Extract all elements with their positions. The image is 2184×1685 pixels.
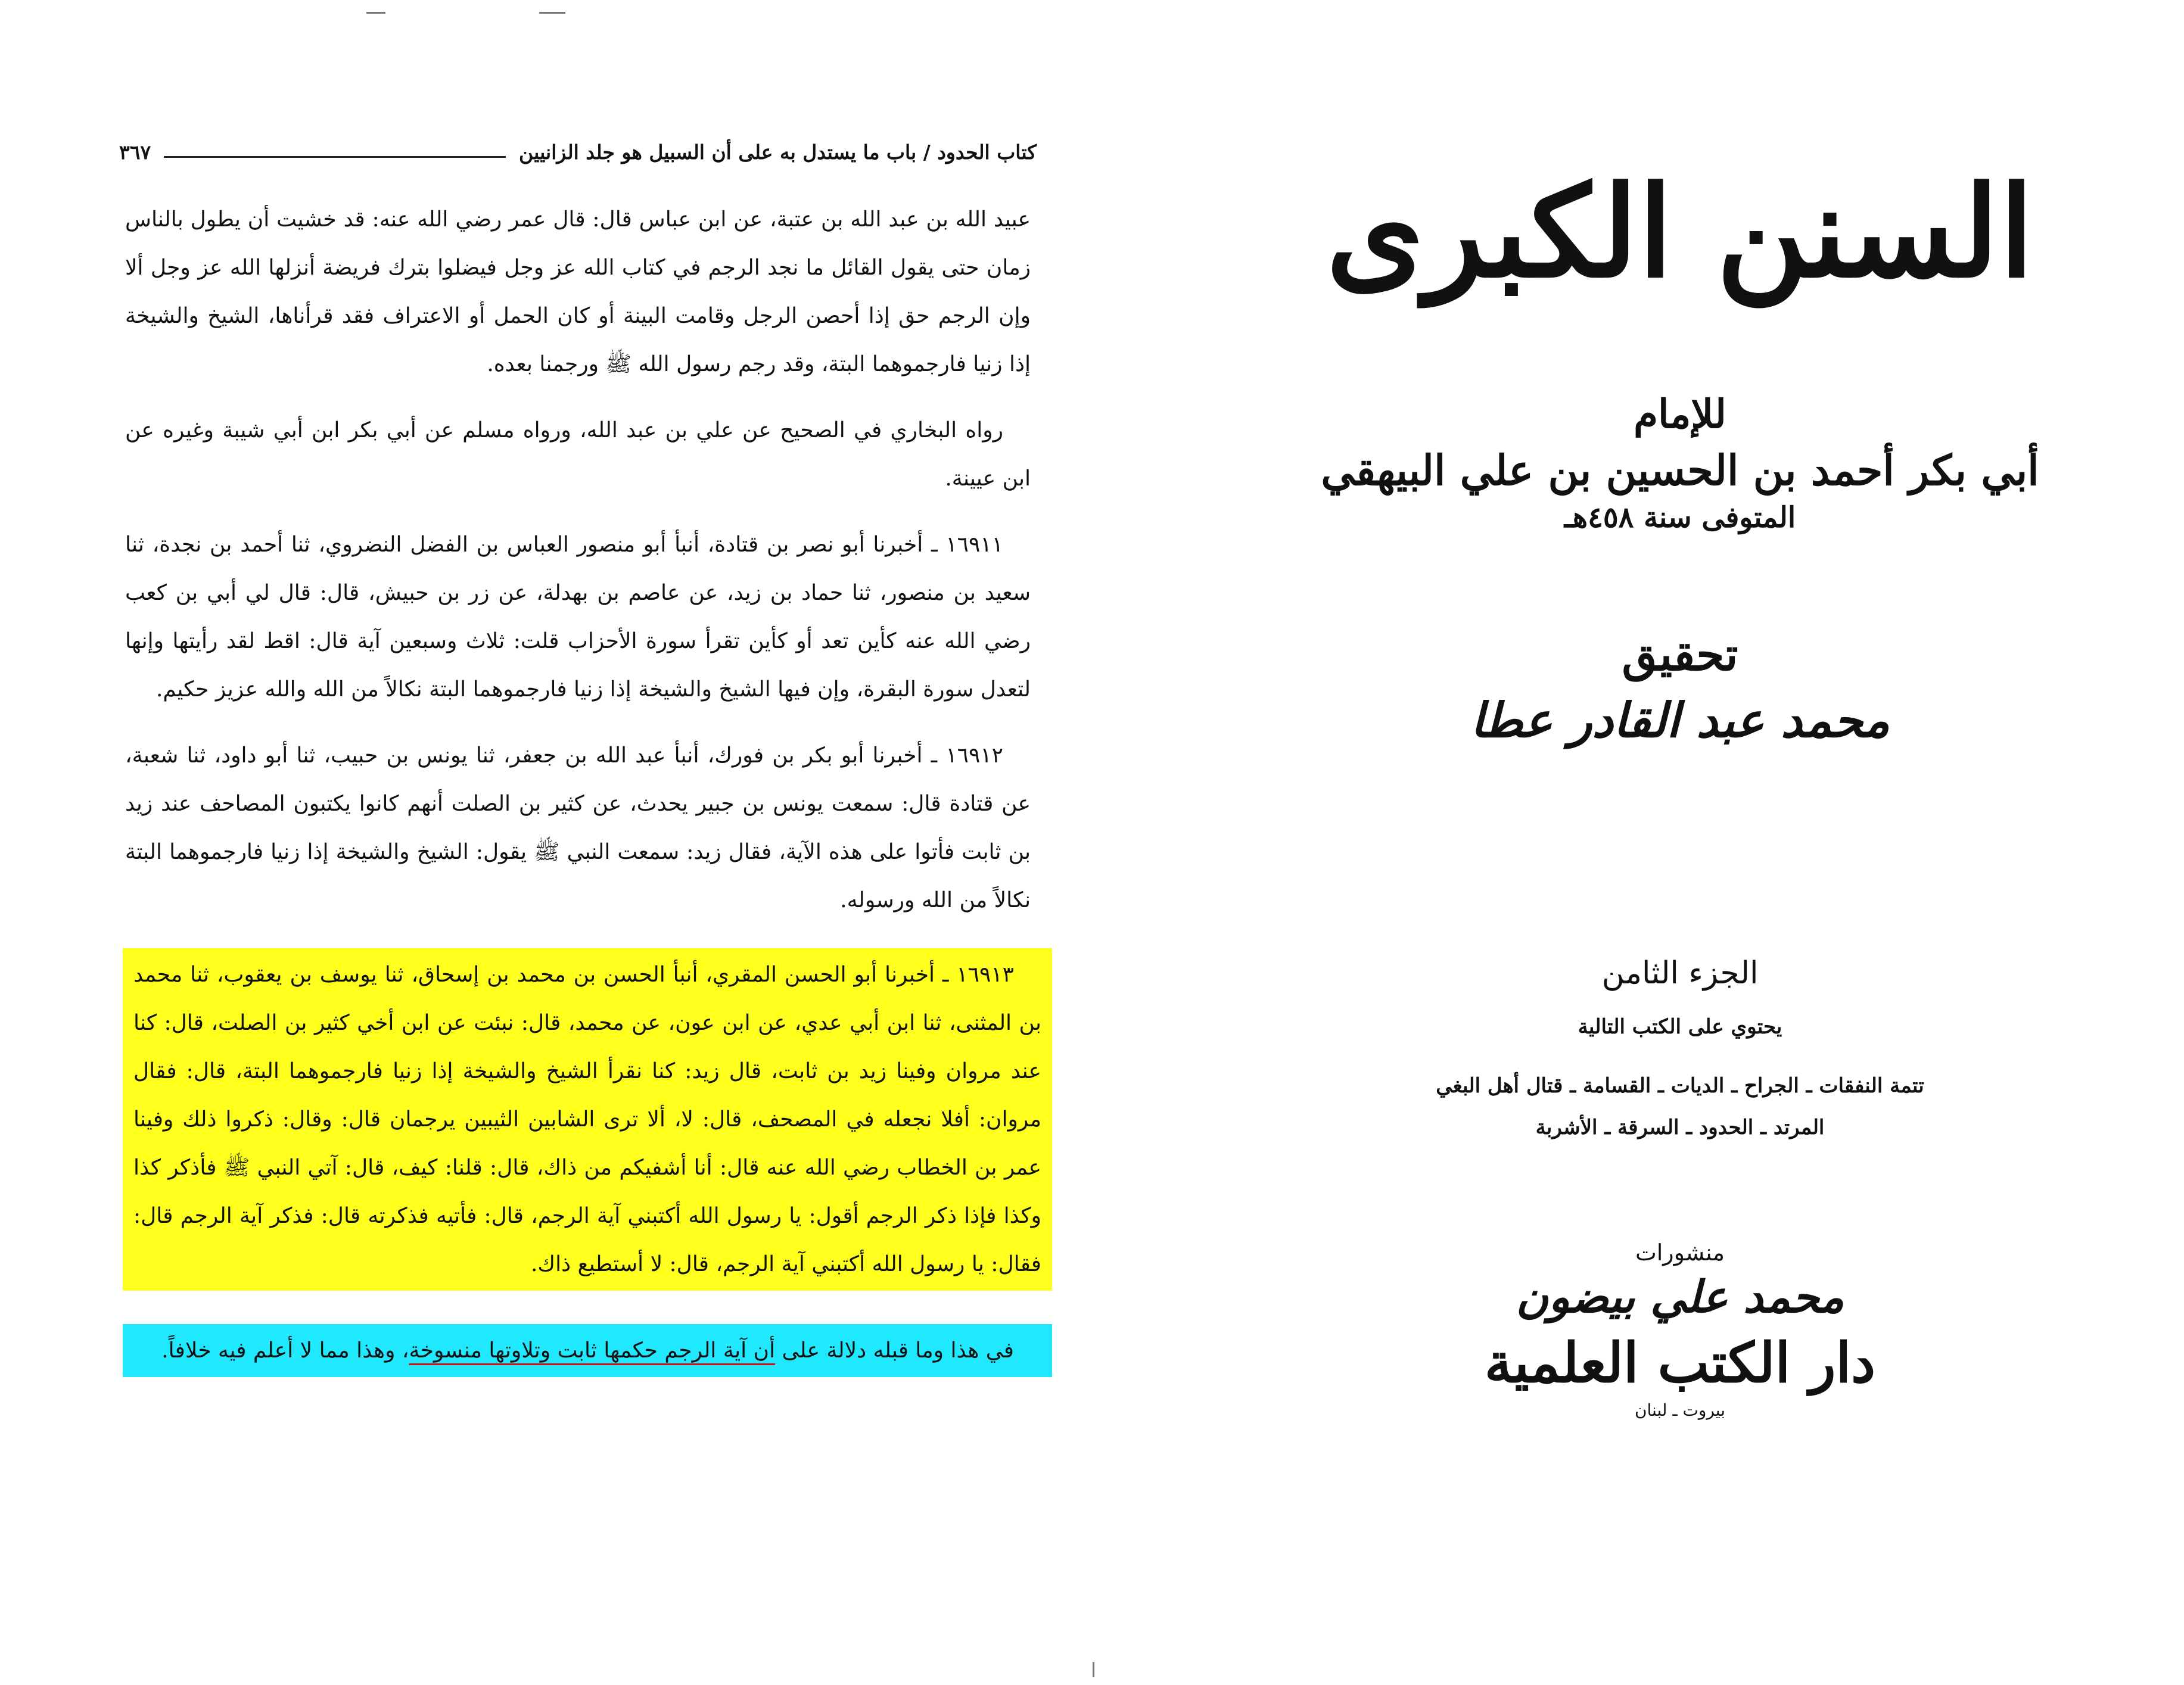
page-number: ٣٦٧: [119, 140, 151, 164]
book-title: [1269, 143, 2091, 322]
editor-name: محمد عبد القادر عطا: [1470, 692, 1890, 748]
running-head-title: كتاب الحدود / باب ما يستدل به على أن السبيل هو جلد الزانيين: [519, 140, 1037, 164]
conclusion-text-before: في هذا وما قبله دلالة على: [775, 1338, 1014, 1363]
hadith-16913-highlighted: ١٦٩١٣ ـ أخبرنا أبو الحسن المقري، أنبأ الحسن بن محمد بن إسحاق، ثنا يوسف بن يعقوب، ثنا محمد بن المثنى، ثنا ابن أبي عدي، عن ابن عون، عن محمد، قال: نبئت عن ابن أخي كثير بن الصلت، قال: كنا عند مروان وفينا زيد بن ثابت، قال زيد: كنا نقرأ الشيخ والشيخة إذا زنيا فارجموهما البتة، قال: فقال مروان: أفلا نجعله في المصحف، قال: لا، ألا ترى الشابين الثيبين يرجمان قال: وقال: ذكروا ذلك وفينا عمر بن الخطاب رضي الله عنه قال: أنا أشفيكم من ذاك، قال: قلنا: كيف، قال: آتي النبي ﷺ فأذكر كذا وكذا فإذا ذكر الرجم أقول: يا رسول الله أكتبني آية الرجم، قال: فأتيه فذكرته قال: فذكر آية الرجم قال: فقال: يا رسول الله أكتبني آية الرجم، قال: لا أستطيع ذاك.: [123, 948, 1052, 1291]
paragraph-1: عبيد الله بن عبد الله بن عتبة، عن ابن عباس قال: قال عمر رضي الله عنه: قد خشيت أن يطول بالناس زمان حتى يقول القائل ما نجد الرجم في كتاب الله عز وجل فيضلوا بترك فريضة أنزلها الله عز وجل ألا وإن الرجم حق إذا أحصن الرجل وقامت البينة أو كان الحمل أو الاعتراف فقد قرأناها، الشيخ والشيخة إذا زنيا فارجموهما البتة، وقد رجم رسول الله ﷺ ورجمنا بعده.: [125, 207, 1031, 376]
hadith-16911: ١٦٩١١ ـ أخبرنا أبو نصر بن قتادة، أنبأ أبو منصور العباس بن الفضل النضروي، ثنا أحمد بن نجدة، ثنا سعيد بن منصور، ثنا حماد بن زيد، عن عاصم بن بهدلة، عن زر بن حبيش، قال: قال لي أبي بن كعب رضي الله عنه كأين تعد أو كأين تقرأ سورة الأحزاب قلت: ثلاث وسبعين آية قال: اقط لقد رأيتها وإنها لتعدل سورة البقرة، وإن فيها الشيخ والشيخة إذا زنيا فارجموهما البتة نكالاً من الله والله عزيز حكيم.: [125, 532, 1031, 702]
paragraph-2: رواه البخاري في الصحيح عن علي بن عبد الله، ورواه مسلم عن أبي بكر ابن أبي شيبة وغيره عن ابن عيينة.: [125, 418, 1031, 491]
left-page: [119, 137, 1041, 1395]
imam-label: للإمام: [1634, 391, 1726, 437]
tahqiq-label: تحقيق: [1622, 628, 1738, 681]
conclusion-underlined-text: أن آية الرجم حكمها ثابت وتلاوتها منسوخة: [409, 1338, 776, 1363]
scan-mark-top-1: [366, 12, 385, 14]
title-page: [1269, 119, 2091, 1422]
conclusion-highlighted: [123, 1324, 1052, 1377]
publisher-block: [1269, 1238, 2091, 1422]
publisher-city: بيروت ـ لبنان: [1634, 1400, 1726, 1420]
scan-mark-top-2: [539, 12, 565, 14]
scan-mark-bottom: [1093, 1662, 1094, 1677]
publisher-name: محمد علي بيضون: [1516, 1272, 1844, 1323]
contains-label: يحتوي على الكتب التالية: [1578, 1015, 1782, 1039]
body-text: [119, 195, 1041, 1377]
hadith-16912: ١٦٩١٢ ـ أخبرنا أبو بكر بن فورك، أنبأ عبد الله بن جعفر، ثنا يونس بن حبيب، ثنا أبو داود، ثنا شعبة، عن قتادة قال: سمعت يونس بن جبير يحدث، عن كثير بن الصلت أنهم كانوا يكتبون المصاحف عند زيد بن ثابت فأتوا على هذه الآية، فقال زيد: سمعت النبي ﷺ يقول: الشيخ والشيخة إذا زنيا فارجموهما البتة نكالاً من الله ورسوله.: [125, 743, 1031, 912]
running-head: [119, 137, 1037, 167]
publisher-house-logo: دار الكتب العلمية: [1484, 1331, 1876, 1395]
books-list-line-1: تتمة النفقات ـ الجراح ـ الديات ـ القسامة ـ قتال أهل البغي: [1436, 1074, 1924, 1098]
books-list-line-2: المرتد ـ الحدود ـ السرقة ـ الأشربة: [1535, 1116, 1825, 1139]
death-year: المتوفى سنة ٤٥٨هـ: [1564, 501, 1796, 534]
volume-label: الجزء الثامن: [1601, 955, 1759, 991]
publisher-label: منشورات: [1635, 1239, 1725, 1266]
author-name: أبي بكر أحمد بن الحسين بن علي البيهقي: [1321, 446, 2039, 495]
running-head-rule: [164, 156, 506, 158]
conclusion-text-after: ، وهذا مما لا أعلم فيه خلافاً.: [161, 1338, 409, 1363]
book-title-text: السنن الكبرى: [1326, 158, 2034, 306]
